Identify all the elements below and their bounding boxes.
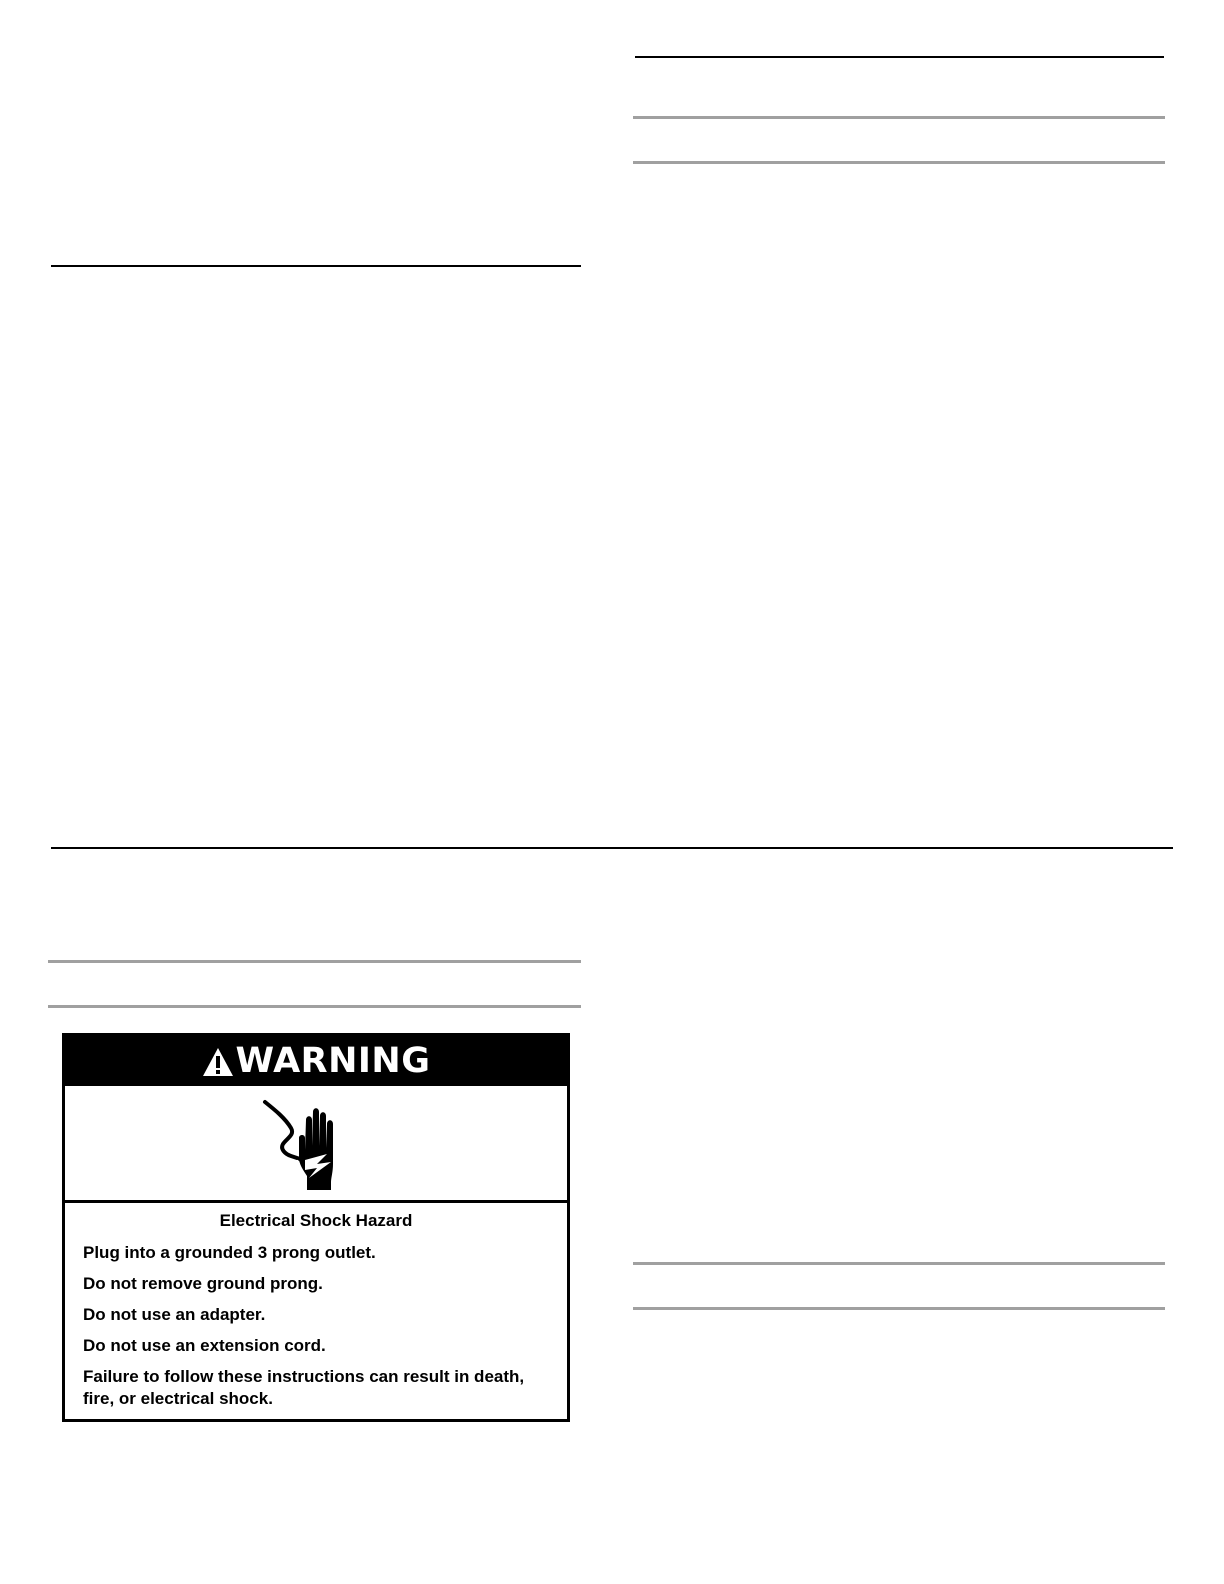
hazard-title: Electrical Shock Hazard bbox=[219, 1211, 413, 1230]
instruction-failure-consequence: Failure to follow these instructions can result in death, fire, or electrical shock. bbox=[83, 1367, 525, 1408]
instruction-no-adapter: Do not use an adapter. bbox=[83, 1305, 266, 1324]
instruction-ground-prong: Do not remove ground prong. bbox=[83, 1274, 323, 1293]
subsection-rule-right-2 bbox=[633, 161, 1165, 164]
subsection-rule-right-1 bbox=[633, 116, 1165, 119]
subsection-rule-right-4 bbox=[633, 1307, 1165, 1310]
instruction-grounded-outlet: Plug into a grounded 3 prong outlet. bbox=[83, 1243, 376, 1262]
warning-label bbox=[62, 1033, 570, 1422]
instruction-no-extension-cord: Do not use an extension cord. bbox=[83, 1336, 326, 1355]
section-rule-left bbox=[51, 265, 581, 267]
subsection-rule-right-3 bbox=[633, 1262, 1165, 1265]
section-rule-full-width bbox=[51, 847, 1173, 849]
alert-triangle-icon bbox=[202, 1047, 234, 1077]
warning-signal-word: WARNING bbox=[235, 1040, 431, 1081]
section-rule-top-right bbox=[635, 56, 1164, 58]
subsection-rule-left-2 bbox=[48, 1005, 581, 1008]
hazard-icon-panel bbox=[65, 1086, 567, 1203]
warning-header bbox=[65, 1036, 567, 1086]
subsection-rule-left-1 bbox=[48, 960, 581, 963]
electrical-shock-hand-icon bbox=[261, 1098, 351, 1192]
hazard-text-panel bbox=[65, 1203, 567, 1419]
